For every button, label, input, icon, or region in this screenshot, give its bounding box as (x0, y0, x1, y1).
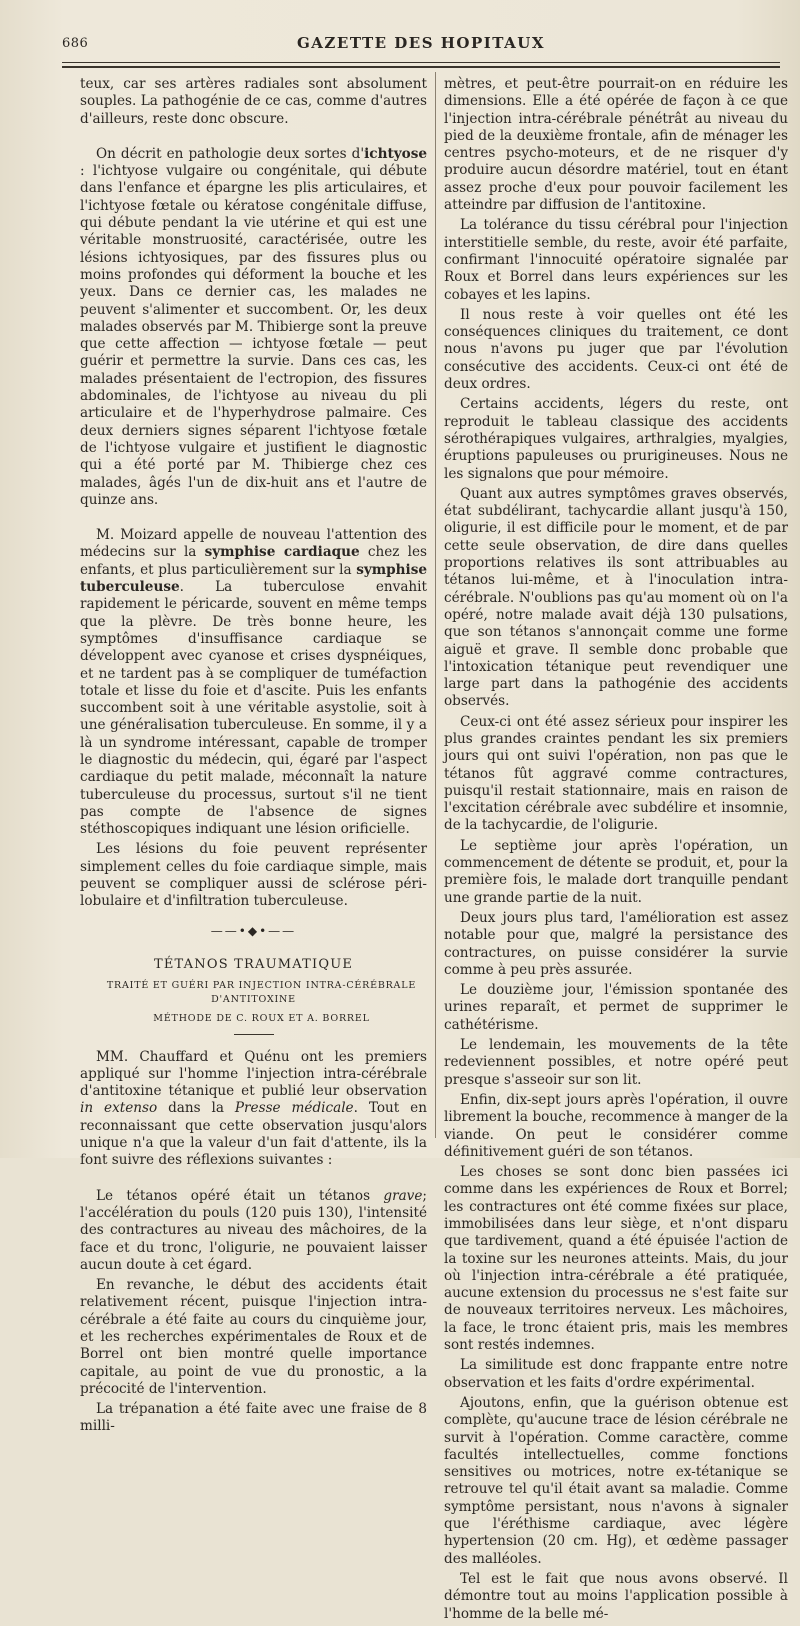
paragraph: La tolérance du tissu cérébral pour l'injection interstitielle semble, du reste, avoir été parfaite, confirmant l'innocuité opératoire signalée par Roux et Borrel dans leurs expériences sur les cobayes et les lapins. (444, 217, 788, 303)
paragraph-symphise (80, 527, 427, 838)
page-header (62, 30, 780, 54)
article-title: TÉTANOS TRAUMATIQUE (153, 956, 354, 972)
paragraph: Le septième jour après l'opération, un commencement de détente se produit, et, pour la première fois, le malade dort tranquille pendant une grande partie de la nuit. (444, 837, 788, 906)
paragraph (80, 1049, 427, 1170)
paragraph: Ajoutons, enfin, que la guérison obtenue est complète, qu'aucune trace de lésion cérébrale ne survit à l'opération. Comme caractère, comme facultés intellectuelles, comme fonctions sensitives ou motrices, notre ex-tétanique se retrouve tel qu'il était avant sa maladie. Comme symptôme persistant, nous n'avons à signaler que l'éréthisme cardiaque, avec légère hypertension (20 cm. Hg), et œdème passager des malléoles. (444, 1394, 788, 1567)
text-run: On décrit en pathologie deux sortes d' (96, 145, 365, 162)
bold-term: symphise cardiaque (204, 544, 360, 561)
paragraph: Les choses se sont donc bien passées ici comme dans les expériences de Roux et Borrel; les contractures ont été comme fixées sur place, immobilisées dans leur siège, et n'ont disparu que tardivement, quand a été épuisée l'action de la toxine sur les neurones atteints. Mais, du jour où l'injection intra-cérébrale a été pratiquée, aucune extension du processus ne s'est faite sur de nouveaux territoires nerveux. Les mâchoires, la face, le tronc étaient pris, mais les membres sont restés indemnes. (444, 1164, 788, 1354)
paragraph: La similitude est donc frappante entre notre observation et les faits d'ordre expérimental. (444, 1357, 788, 1391)
paragraph: Enfin, dix-sept jours après l'opération, il ouvre librement la bouche, recommence à manger de la viande. On peut le considérer comme définitivement guéri de son tétanos. (444, 1091, 788, 1160)
paragraph: Quant aux autres symptômes graves observés, état subdélirant, tachycardie allant jusqu'à 150, oligurie, il est difficile pour le moment, et de par cette seule observation, de dire dans quelles proportions relatives ils sont attribuables au tétanos lui-même, et à l'inoculation intra-cérébrale. N'oublions pas qu'au moment où on l'a opéré, notre malade avait déjà 130 pulsations, que son tétanos s'annonçait comme une forme aiguë et grave. Il semble donc probable que l'intoxication tétanique peut revendiquer une large part dans la pathogénie des accidents observés. (444, 485, 788, 710)
paragraph: mètres, et peut-être pourrait-on en réduire les dimensions. Elle a été opérée de façon à ce que l'injection intra-cérébrale pénétrât au niveau du pied de la deuxième frontale, afin de ménager les centres psycho-moteurs, et de ne risquer d'y produire aucun désordre matériel, tout en étant assez proche d'eux pour pouvoir facilement les atteindre par diffusion de l'antitoxine. (444, 76, 788, 214)
section-divider: ——•◆•—— (210, 923, 297, 938)
text-run: M. Moizard appelle de nouveau l'attention des médecins sur la (80, 527, 427, 561)
paragraph: Les lésions du foie peuvent représenter simplement celles du foie cardiaque simple, mais peuvent se compliquer aussi de sclérose péri-lobulaire et d'infiltration tuberculeuse. (80, 841, 427, 910)
column-divider (435, 72, 436, 1138)
paragraph: La trépanation a été faite avec une fraise de 8 milli- (80, 1401, 427, 1435)
italic-term: Presse médicale (234, 1100, 354, 1117)
paragraph: Certains accidents, légers du reste, ont reproduit le tableau classique des accidents sérothérapiques vulgaires, arthralgies, myalgies, éruptions papuleuses ou prurigineuses. Nous ne les signalons que pour mémoire. (444, 396, 788, 482)
text-run: MM. Chauffard et Quénu ont les premiers appliqué sur l'homme l'injection intra-cérébrale d'antitoxine tétanique et publié leur observation (80, 1048, 427, 1100)
text-run: Le tétanos opéré était un tétanos (96, 1187, 384, 1204)
bold-term: ichtyose (364, 145, 427, 162)
right-column (444, 76, 788, 1626)
article-subtitle: TRAITÉ ET GUÉRI PAR INJECTION INTRA-CÉRÉBRALE D'ANTITOXINE (106, 980, 417, 1006)
left-column (80, 76, 427, 1439)
text-run: ; l'accélération du pouls (120 puis 130), l'intensité des contractures au niveau des mâchoires, de la face et du tronc, l'oligurie, ne pouvaient laisser aucun doute à cet égard. (80, 1187, 427, 1273)
text-run: chez les enfants, et plus particulièrement sur la (80, 544, 427, 578)
header-rule-thin (62, 62, 780, 63)
italic-term: in extenso (80, 1100, 158, 1117)
page-number: 686 (62, 36, 89, 51)
paragraph: Tel est le fait que nous avons observé. Il démontre tout au moins l'application possible à l'homme de la belle mé- (444, 1570, 788, 1622)
paragraph: Ceux-ci ont été assez sérieux pour inspirer les plus grandes craintes pendant les six premiers jours qui ont suivi l'opération, non pas que le tétanos fût aggravé comme contractures, puisqu'il restait stationnaire, mais en raison de l'excitation cérébrale avec subdélire et insomnie, de la tachycardie, de l'oligurie. (444, 713, 788, 834)
text-run: : l'ichtyose vulgaire ou congénitale, qui débute dans l'enfance et épargne les plis articulaires, et l'ichtyose fœtale ou kératose congénitale diffuse, qui débute pendant la vie utérine et qui est une véritable monstruosité, caractérisée, outre les lésions ichtyosiques, par des fissures plus ou moins profondes qui déforment la bouche et les yeux. Dans ce dernier cas, les malades ne peuvent s'alimenter et succombent. Or, les deux malades observés par M. Thibierge sont la preuve que cette affection — ichtyose fœtale — peut guérir et permettre la survie. Dans ces cas, les malades présentaient de l'ectropion, des fissures abdominales, de l'ichtyose au niveau du pli articulaire et de l'hyperhydrose palmaire. Ces deux derniers signes séparent l'ichtyose fœtale de l'ichtyose vulgaire et justifient le diagnostic qui a été porté par M. Thibierge chez ces malades, âgés l'un de dix-huit ans et l'autre de quinze ans. (80, 163, 427, 508)
paragraph: Deux jours plus tard, l'amélioration est assez notable pour que, malgré la persistance des contractures, on puisse considérer la survie comme à peu près assurée. (444, 909, 788, 978)
bold-term: symphise tuberculeuse (80, 561, 427, 596)
paragraph: Le lendemain, les mouvements de la tête redeviennent possibles, et notre opéré peut presque s'asseoir sur son lit. (444, 1037, 788, 1088)
article-method: MÉTHODE DE C. ROUX ET A. BORREL (153, 1013, 370, 1025)
running-title: GAZETTE DES HOPITAUX (296, 34, 545, 52)
paragraph: Le douzième jour, l'émission spontanée des urines reparaît, et permet de supprimer le cathétérisme. (444, 982, 788, 1033)
title-rule (234, 1034, 274, 1035)
text-run: dans la (157, 1100, 235, 1117)
italic-term: grave (383, 1187, 423, 1204)
text-run: . La tuberculose envahit rapidement le péricarde, souvent en même temps que la plèvre. De très bonne heure, les symptômes d'insuffisance cardiaque se développent avec cyanose et crises dyspnéiques, et ne tardent pas à se compliquer de tuméfaction totale et lisse du foie et d'ascite. Puis les enfants succombent soit à une véritable asystolie, soit à une généralisation tuberculeuse. En somme, il y a là un syndrome intéressant, capable de tromper le diagnostic du médecin, qui, égaré par l'aspect cardiaque du petit malade, méconnaît la nature tuberculeuse du processus, surtout s'il ne tient pas compte de l'absence de signes stéthoscopiques indiquant une lésion orificielle. (80, 579, 427, 838)
header-rule-thick (62, 66, 780, 68)
paragraph: En revanche, le début des accidents était relativement récent, puisque l'injection intra-cérébrale a été faite au cours du cinquième jour, et les recherches expérimentales de Roux et de Borrel ont bien montré quelle importance capitale, au point de vue du pronostic, a la précocité de l'intervention. (80, 1277, 427, 1397)
text-run: . Tout en reconnaissant que cette observation jusqu'alors unique n'a que la valeur d'un fait d'attente, ils la font suivre des réflexions suivantes : (80, 1100, 427, 1169)
paragraph-ichtyose (80, 146, 427, 509)
paragraph: teux, car ses artères radiales sont absolument souples. La pathogénie de ce cas, comme d'autres d'ailleurs, reste donc obscure. (80, 76, 427, 127)
paragraph (80, 1188, 427, 1274)
paragraph: Il nous reste à voir quelles ont été les conséquences cliniques du traitement, ce dont nous n'avons pu juger que par l'évolution consécutive des accidents. Ceux-ci ont été de deux ordres. (444, 306, 788, 393)
